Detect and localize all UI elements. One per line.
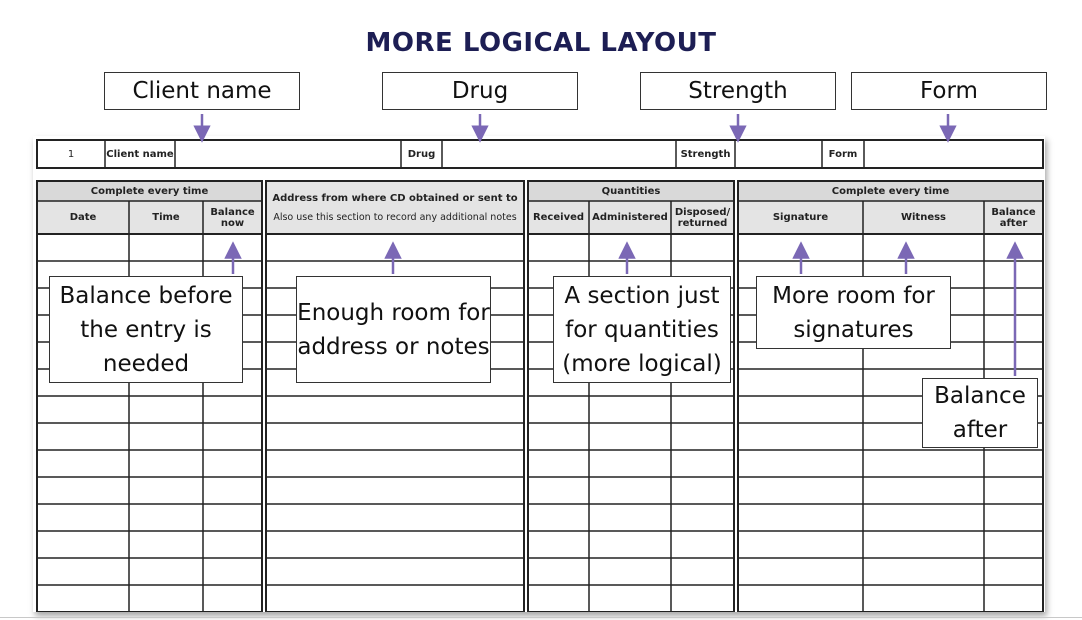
header-client-name: Client name [106, 148, 174, 160]
entry-number: 1 [67, 148, 75, 160]
callout-signatures: More room for signatures [756, 276, 951, 349]
col-balance-now: Balance now [210, 206, 255, 229]
section4-title: Complete every time [831, 185, 950, 197]
col-administered: Administered [592, 212, 668, 223]
strength-label: Strength [640, 72, 836, 110]
client-name-field[interactable] [175, 140, 401, 168]
header-strength: Strength [680, 148, 731, 160]
client-name-label: Client name [104, 72, 300, 110]
col-disposed-returned: Disposed/ returned [674, 206, 731, 229]
section3-title: Quantities [601, 185, 661, 197]
slide-title: MORE LOGICAL LAYOUT [365, 28, 717, 58]
col-time: Time [152, 212, 180, 223]
form-field[interactable] [864, 140, 1043, 168]
col-witness: Witness [900, 212, 947, 223]
col-date: Date [69, 212, 97, 223]
callout-quantities: A section just for quantities (more logical) [553, 276, 731, 383]
form-label: Form [851, 72, 1047, 110]
header-drug: Drug [407, 148, 436, 160]
bottom-rule [0, 617, 1082, 618]
callout-balance-before: Balance before the entry is needed [49, 276, 243, 383]
drug-field[interactable] [442, 140, 676, 168]
drug-label: Drug [382, 72, 578, 110]
col-signature: Signature [772, 212, 829, 223]
strength-field[interactable] [735, 140, 822, 168]
col-received: Received [532, 212, 585, 223]
header-form: Form [828, 148, 858, 160]
section1-title: Complete every time [90, 185, 209, 197]
section2-note: Also use this section to record any additional notes [273, 211, 517, 223]
col-balance-after: Balance after [991, 206, 1036, 229]
callout-balance-after: Balance after [922, 378, 1038, 448]
section2-title: Address from where CD obtained or sent to [272, 192, 518, 204]
callout-address-room: Enough room for address or notes [296, 276, 491, 383]
